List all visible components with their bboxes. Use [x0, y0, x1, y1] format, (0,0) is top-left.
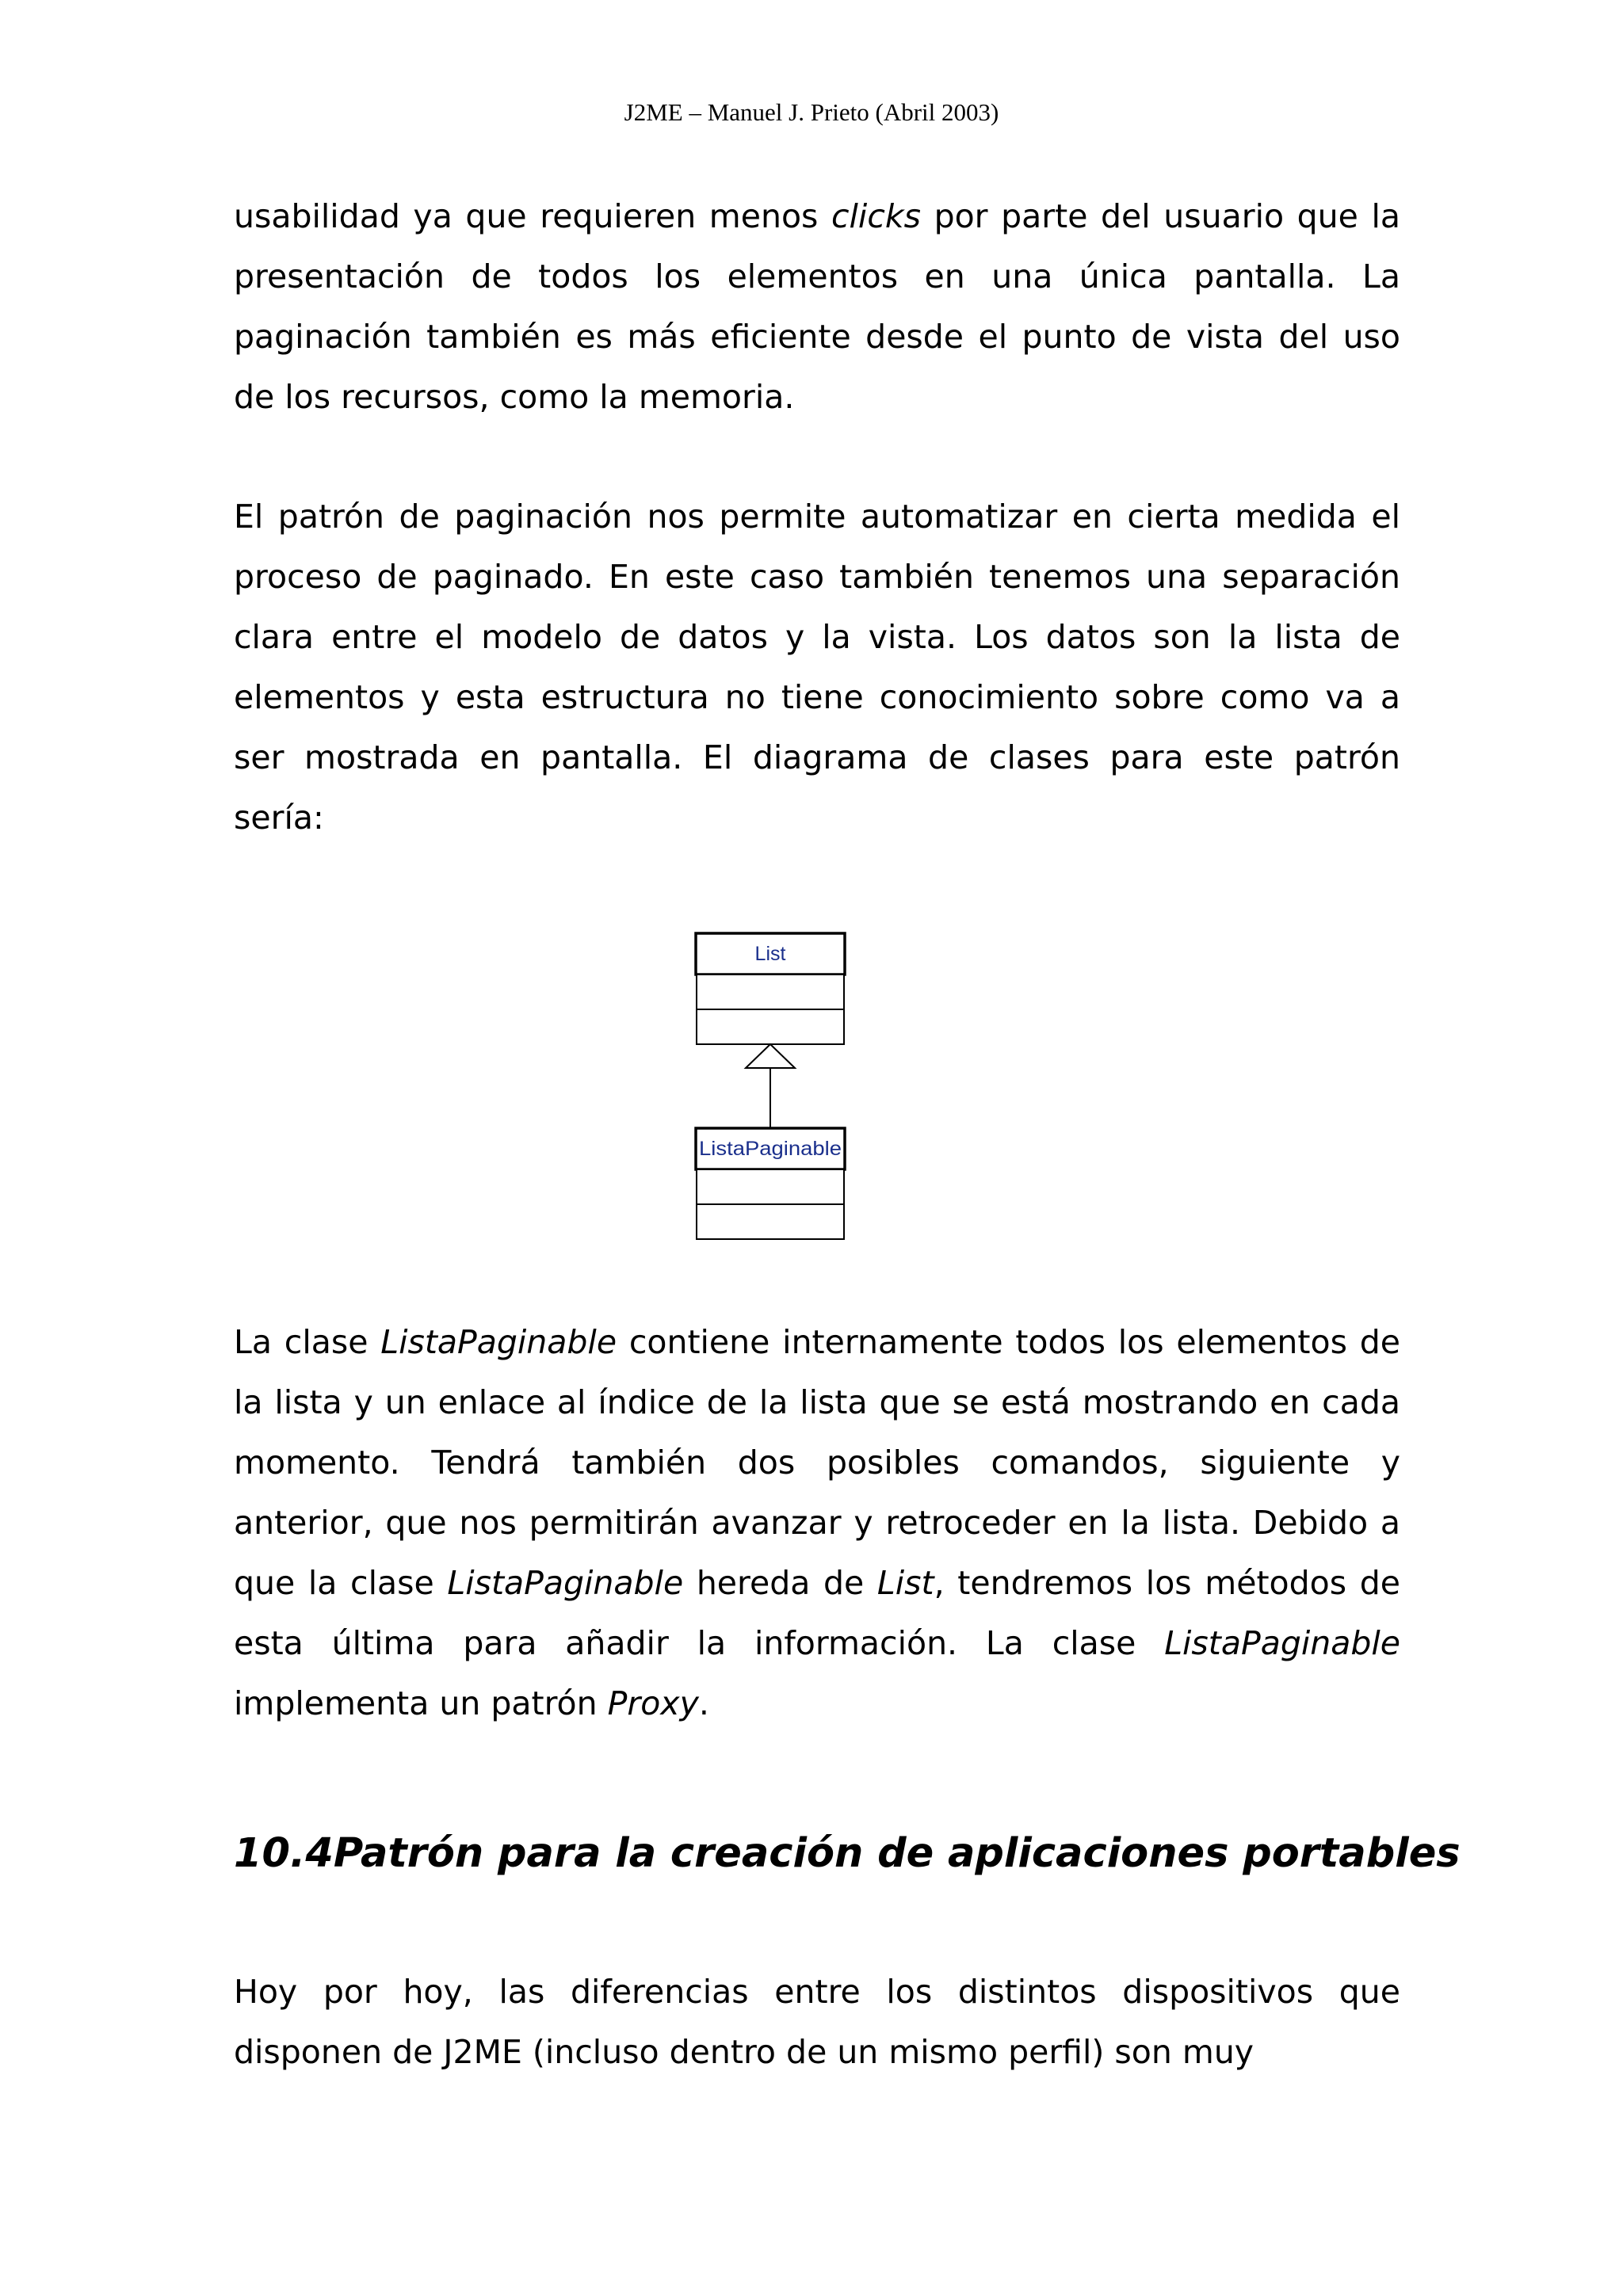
text-run: implementa un patrón — [234, 1684, 608, 1722]
text-run: contiene internamente todos los elementos de la lista y un enlace al índice de la lista que se está mostrando en cada momento. Tendrá también dos posibles comandos, siguiente y anterior, que nos permitirán avanzar y retroceder en la lista. Debido a que la clase — [234, 1323, 1400, 1602]
emphasis-list: List — [876, 1564, 934, 1602]
text-run: , tendremos los métodos de esta última para añadir la información. La clase — [234, 1564, 1400, 1662]
emphasis-proxy: Proxy — [607, 1684, 699, 1722]
section-heading: 10.4Patrón para la creación de aplicaciones portables — [234, 1830, 1461, 1877]
uml-class-listapaginable — [696, 1128, 845, 1239]
text-run: . — [698, 1684, 709, 1722]
emphasis-listapaginable: ListaPaginable — [380, 1323, 617, 1361]
paragraph-hoy-por-hoy — [234, 1962, 1400, 2082]
text-run: La clase — [234, 1323, 381, 1361]
emphasis-listapaginable: ListaPaginable — [1164, 1624, 1400, 1662]
emphasis-clicks: clicks — [831, 197, 921, 235]
text-run: El patrón de paginación nos permite automatizar en cierta medida el proceso de paginado. En este caso también tenemos una separación clara entre el modelo de datos y la vista. Los datos son la lista de elementos y esta estructura no tiene conocimiento sobre como va a ser mostrada en pantalla. El diagrama de clases para este patrón sería: — [234, 498, 1400, 837]
uml-class-diagram — [682, 921, 856, 1245]
text-run: hereda de — [683, 1564, 877, 1602]
paragraph-clase-listapaginable — [234, 1312, 1400, 1733]
text-run: usabilidad ya que requieren menos — [234, 197, 831, 235]
uml-inheritance-arrow — [746, 1044, 795, 1128]
paragraph-patron-paginacion — [234, 486, 1400, 848]
uml-class-list-name: List — [754, 943, 786, 965]
text-run: Hoy por hoy, las diferencias entre los distintos dispositivos que disponen de J2ME (incluso dentro de un mismo perfil) son muy — [234, 1973, 1400, 2071]
running-header: J2ME – Manuel J. Prieto (Abril 2003) — [624, 98, 999, 126]
text-run: por parte del usuario que la presentación de todos los elementos en una única pantalla. La paginación también es más eficiente desde el punto de vista del uso de los recursos, como la memoria. — [234, 197, 1400, 416]
uml-class-listapaginable-name: ListaPaginable — [699, 1138, 842, 1160]
uml-class-list — [696, 933, 845, 1044]
emphasis-listapaginable: ListaPaginable — [447, 1564, 684, 1602]
paragraph-usabilidad — [234, 186, 1400, 427]
